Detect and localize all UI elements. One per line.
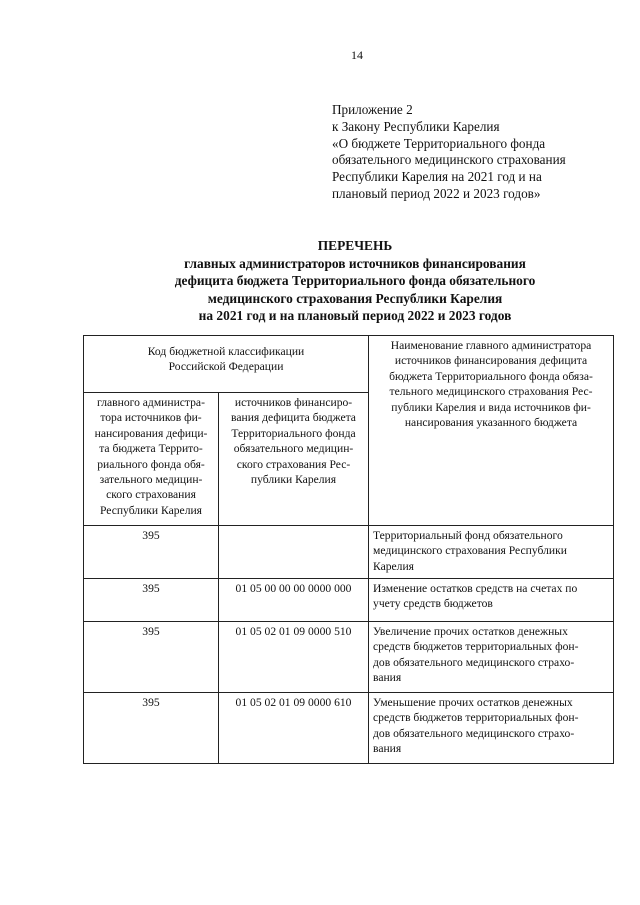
classification-table (83, 335, 614, 764)
appendix-line: «О бюджете Территориального фонда (332, 135, 546, 151)
title-line: главных администраторов источников финансирования (184, 255, 526, 271)
name-cell: Изменение остатков средств на счетах по учету средств бюджетов (369, 579, 614, 622)
name-cell: Увеличение прочих остатков денежных средств бюджетов территориальных фон- дов обязательного медицинского страхо- вания (369, 622, 614, 693)
name-cell: Территориальный фонд обязательного медицинского страхования Республики Карелия (369, 526, 614, 579)
header-admin: главного администра- тора источников фи- нансирования дефици- та бюджета Террито- риального фонда обя- зательного медицин- ского страхования Республики Карелия (84, 393, 219, 526)
source-code-cell (219, 526, 369, 579)
title-heading: ПЕРЕЧЕНЬ (317, 238, 393, 253)
admin-code-cell: 395 (84, 526, 219, 579)
table-row (84, 693, 614, 764)
source-code-cell: 01 05 00 00 00 0000 000 (219, 579, 369, 622)
appendix-line: обязательного медицинского страхования (332, 152, 566, 168)
table-row (84, 526, 614, 579)
table-header-row (84, 336, 614, 393)
header-name: Наименование главного администратора источников финансирования дефицита бюджета Территориального фонда обяза- тельного медицинского страхования Рес- публики Карелия и вида источников фи- нансирования указанного бюджета (369, 336, 614, 526)
title-line: медицинского страхования Республики Карелия (207, 290, 503, 306)
appendix-line: Республики Карелия на 2021 год и на (332, 169, 542, 185)
appendix-line: плановый период 2022 и 2023 годов» (332, 185, 541, 201)
name-cell: Уменьшение прочих остатков денежных средств бюджетов территориальных фон- дов обязательного медицинского страхо- вания (369, 693, 614, 764)
admin-code-cell: 395 (84, 579, 219, 622)
page-number: 14 (351, 48, 363, 62)
title-line: дефицита бюджета Территориального фонда обязательного (174, 273, 536, 288)
source-code-cell: 01 05 02 01 09 0000 610 (219, 693, 369, 764)
appendix-line: к Закону Республики Карелия (332, 118, 500, 134)
admin-code-cell: 395 (84, 622, 219, 693)
table-row (84, 579, 614, 622)
header-source: источников финансиро- вания дефицита бюджета Территориального фонда обязательного медицин- ского страхования Рес- публики Карелия (219, 393, 369, 526)
admin-code-cell: 395 (84, 693, 219, 764)
appendix-block (332, 102, 622, 203)
document-title (90, 237, 620, 325)
header-code-group: Код бюджетной классификации Российской Федерации (84, 336, 369, 393)
source-code-cell: 01 05 02 01 09 0000 510 (219, 622, 369, 693)
appendix-line: Приложение 2 (332, 102, 413, 117)
title-line: на 2021 год и на плановый период 2022 и 2023 годов (198, 308, 512, 323)
table-row (84, 622, 614, 693)
